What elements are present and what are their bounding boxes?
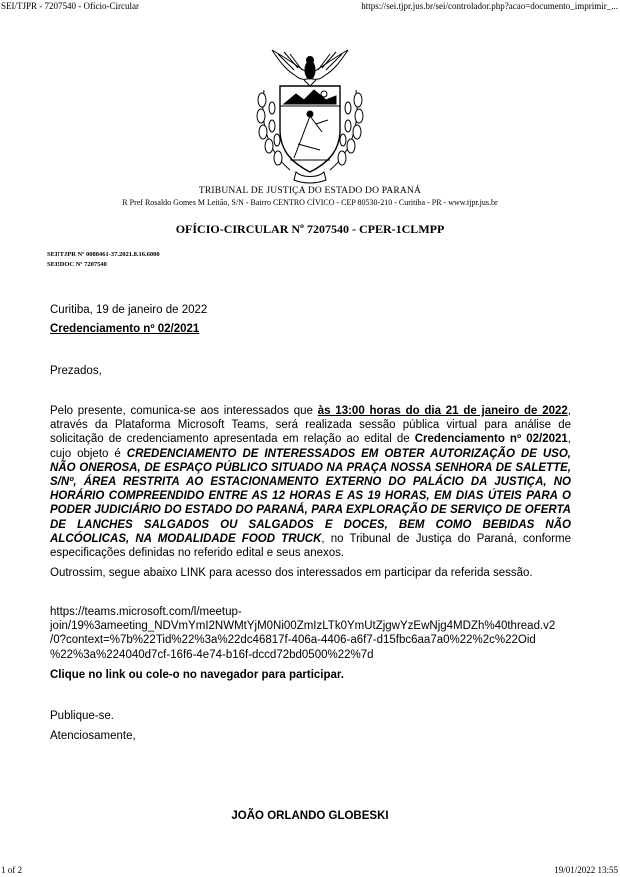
document-references [47, 250, 160, 270]
p1-edital: Credenciamento nº 02/2021 [414, 433, 568, 446]
institution-name: TRIBUNAL DE JUSTIÇA DO ESTADO DO PARANÁ [198, 186, 422, 196]
closing-atenciosamente: Atenciosamente, [50, 730, 136, 742]
p1-session-time: às 13:00 horas do dia 21 de janeiro de 2022 [317, 405, 568, 417]
p1-closing: , no Tribunal de Justiça do Paraná, conforme especificações definidas no referido edital e seus anexos. [50, 532, 571, 560]
p1-object-intro: , cujo objeto é [50, 433, 571, 460]
print-timestamp: 19/01/2022 13:55 [554, 865, 618, 875]
date-line: Curitiba, 19 de janeiro de 2022 [50, 304, 208, 316]
p1-object: CREDENCIAMENTO DE INTERESSADOS EM OBTER AUTORIZAÇÃO DE USO, NÃO ONEROSA, DE ESPAÇO PÚBLICO SITUADO NA PRAÇA NOSSA SENHORA DE SALETTE, S/Nº, ÁREA RESTRITA AO ESTACIONAMENTO EXTERNO DO PALÁCIO DA JUSTIÇA, NO HORÁRIO COMPREENDIDO ENTRE AS 12 HORAS E AS 19 HORAS, EM DIAS ÚTEIS PARA O PODER JUDICIÁRIO DO ESTADO DO PARANÁ, PARA EXPLORAÇÃO DE SERVIÇO DE OFERTA DE LANCHES SALGADOS OU SALGADOS E DOCES, BEM COMO BEBIDAS NÃO ALCÓOLICAS, NA MODALIDADE FOOD TRUCK [50, 447, 571, 545]
print-footer [0, 863, 620, 877]
page-number: 1 of 2 [1, 865, 22, 875]
link-line-4[interactable]: %22%3a%224040d7cf-16f6-4e74-b16f-dccd72bd0500%22%7d [50, 648, 374, 661]
closing-publique: Publique-se. [50, 710, 114, 722]
institution-address: R Pref Rosaldo Gomes M Leitão, S/N - Bairro CENTRO CÍVICO - CEP 80530-210 - Curitiba - PR - www.tjpr.jus.br [122, 198, 498, 207]
greeting: Prezados, [50, 365, 102, 377]
link-line-2[interactable]: join/19%3ameeting_NDVmYmI2NWMtYjM0Ni00ZmIzLTk0YmUtZjgwYzEwNjg4MDZh%40thread.v2 [50, 620, 556, 633]
link-line-3[interactable]: /0?context=%7b%22Tid%22%3a%22dc46817f-406a-4406-a6f7-d15fbc6aa7a0%22%2c%22Oid [50, 634, 536, 647]
link-instruction: Clique no link ou cole-o no navegador para participar. [50, 669, 344, 681]
body-paragraph-1 [50, 404, 571, 560]
print-header [0, 0, 620, 14]
doc-reference: SEI!DOC Nº 7207540 [47, 261, 107, 268]
print-header-title: SEI/TJPR - 7207540 - Ofício-Circular [1, 1, 139, 11]
p1-intro: Pelo presente, comunica-se aos interessados que [50, 405, 318, 417]
body-paragraph-2: Outrossim, segue abaixo LINK para acesso dos interessados em participar da referida sessão. [50, 567, 533, 579]
link-line-1[interactable]: https://teams.microsoft.com/l/meetup- [50, 606, 242, 618]
document-title: OFÍCIO-CIRCULAR Nº 7207540 - CPER-1CLMPP [175, 222, 445, 236]
parana-coat-of-arms [250, 40, 370, 184]
teams-meeting-link[interactable] [50, 605, 590, 662]
signatory-name: JOÃO ORLANDO GLOBESKI [231, 810, 389, 822]
print-header-url: https://sei.tjpr.jus.br/sei/controlador.php?acao=documento_imprimir_... [361, 1, 618, 11]
process-reference: SEI!TJPR Nº 0088461-37.2021.8.16.6000 [47, 251, 160, 258]
subject-text: Credenciamento nº 02/2021 [50, 323, 200, 335]
subject-line [50, 322, 571, 336]
p1-platform: , através da Plataforma Microsoft Teams, será realizada sessão pública virtual para análise de solicitação de credenciamento apresentada em relação ao edital de [50, 405, 571, 446]
